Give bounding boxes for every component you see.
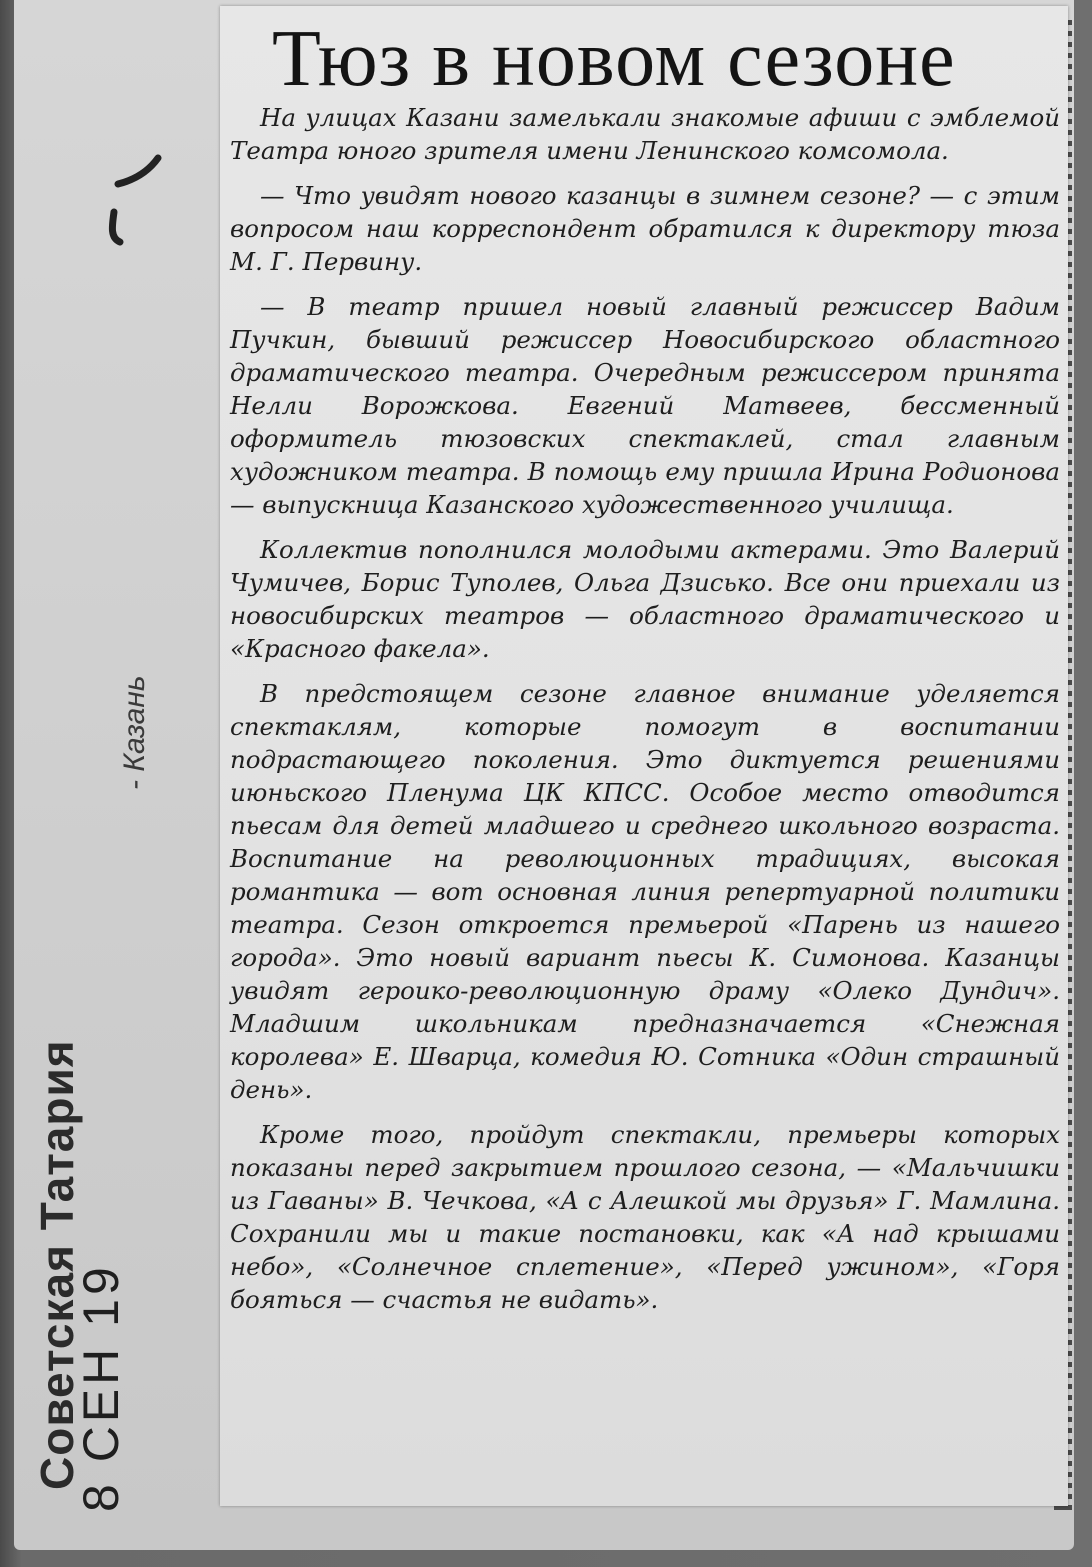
article-paragraph: — В театр пришел новый главный режиссер Вадим Пучкин, бывший режиссер Новосибирского областного драматического театра. Очередным режиссером принята Нелли Ворожкова. Евгений Матвеев, бессменный оформитель тюзовских спектаклей, стал главным художником театра. В помощь ему пришла Ирина Родионова — выпускница Казанского художественного училища. xyxy=(230,292,1060,519)
pen-mark xyxy=(96,150,186,260)
city-stamp: - Казань xyxy=(118,675,151,790)
article-paragraph: Коллектив пополнился молодыми актерами. Это Валерий Чумичев, Борис Туполев, Ольга Дзисько. Все они приехали из новосибирских театров — областного драматического и «Красного факела». xyxy=(230,535,1060,663)
newspaper-clipping xyxy=(220,6,1068,1506)
article-paragraph: На улицах Казани замелькали знакомые афиши с эмблемой Театра юного зрителя имени Ленинского комсомола. xyxy=(230,103,1060,165)
article-paragraph: Кроме того, пройдут спектакли, премьеры которых показаны перед закрытием прошлого сезона, — «Мальчишки из Гаваны» В. Чечкова, «А с Алешкой мы друзья» Г. Мамлина. Сохранили мы и такие постановки, как «А над крышами небо», «Солнечное сплетение», «Перед ужином», «Горя бояться — счастья не видать». xyxy=(230,1120,1060,1314)
newspaper-name: Советская Татария xyxy=(31,1039,83,1490)
date-stamp: 8 СЕН 19 xyxy=(73,1263,129,1512)
article-paragraph: В предстоящем сезоне главное внимание уделяется спектаклям, которые помогут в воспитании подрастающего поколения. Это диктуется решениями июньского Пленума ЦК КПСС. Особое место отводится пьесам для детей младшего и среднего школьного возраста. Воспитание на революционных традициях, высокая романтика — вот основная линия репертуарной политики театра. Сезон откроется премьерой «Парень из нашего города». Это новый вариант пьесы К. Симонова. Казанцы увидят героико-революционную драму «Олеко Дундич». Младшим школьникам предназначается «Снежная королева» Е. Шварца, комедия Ю. Сотника «Один страшный день». xyxy=(230,679,1060,1104)
article-headline: Тюз в новом сезоне xyxy=(272,15,956,103)
article-body xyxy=(230,101,1060,1328)
article-paragraph: — Что увидят нового казанцы в зимнем сезоне? — с этим вопросом наш корреспондент обратился к директору тюза М. Г. Первину. xyxy=(230,181,1060,276)
